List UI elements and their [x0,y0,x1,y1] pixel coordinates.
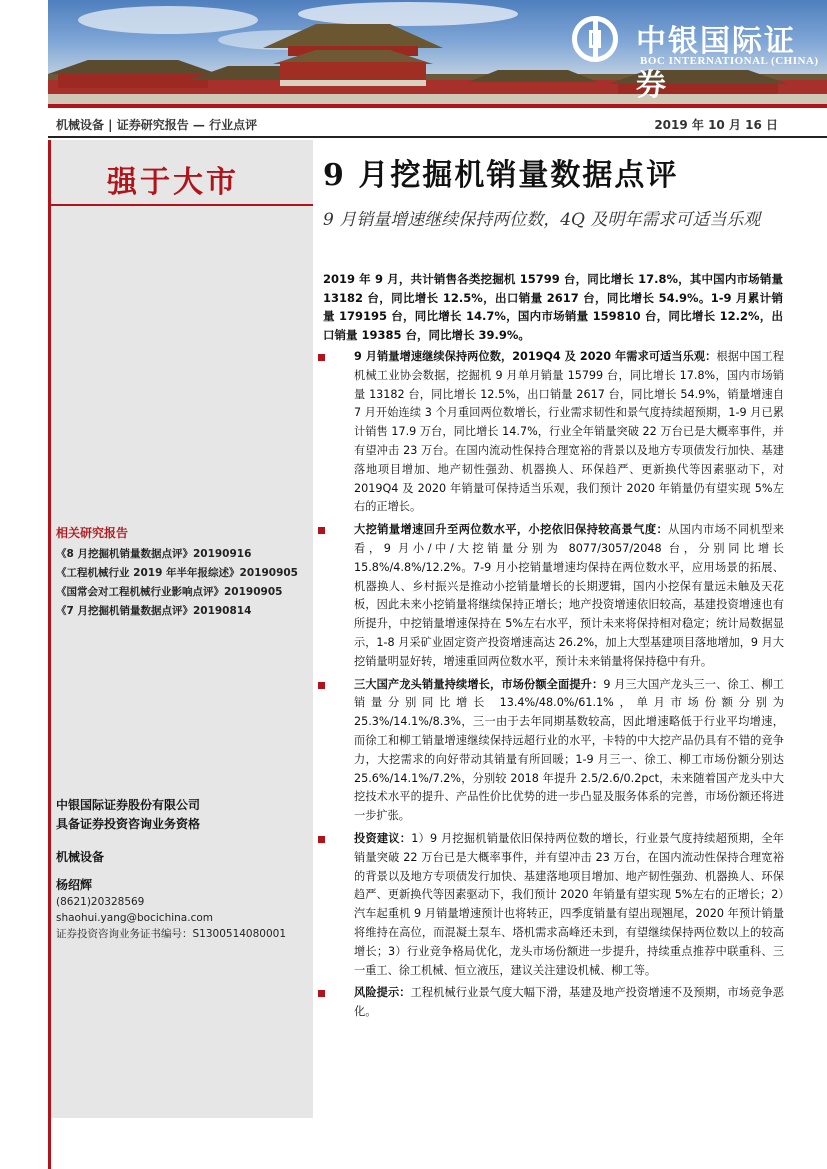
analyst-license: 证券投资咨询业务证书编号：S1300514080001 [56,928,287,940]
report-meta-row [48,112,778,136]
report-category: 机械设备 | 证券研究报告 — 行业点评 [56,118,258,132]
analyst-phone: (8621)20328569 [56,896,145,908]
left-info-panel [51,140,313,1118]
header-red-rule [48,104,827,108]
header-black-rule [48,136,827,138]
key-point [318,521,784,671]
company-info [56,796,200,834]
bullet-square-icon [318,354,325,361]
related-report-item[interactable]: 《8 月挖掘机销量数据点评》20190916 [56,548,252,560]
brand-name-en: BOC INTERNATIONAL (CHINA) [640,55,819,67]
key-point-lead: 三大国产龙头销量持续增长，市场份额全面提升： [354,677,604,691]
related-report-item[interactable]: 《7 月挖掘机销量数据点评》20190814 [56,605,252,617]
related-reports [56,524,316,621]
key-points [318,348,784,1022]
company-name: 中银国际证券股份有限公司 [56,798,201,812]
report-date: 2019 年 10 月 16 日 [654,118,778,132]
bullet-square-icon [318,836,325,843]
key-point-lead: 投资建议： [354,831,412,845]
analyst-name: 杨绍辉 [56,878,93,892]
key-point-lead: 大挖销量增速回升至两位数水平，小挖依旧保持较高景气度： [354,523,669,537]
brand-name-cn: 中银国际证券 [636,24,796,103]
header-banner [48,0,827,104]
key-point-lead: 风险提示： [354,986,411,1000]
key-point-lead: 9 月销量增速继续保持两位数，2019Q4 及 2020 年需求可适当乐观： [354,350,717,363]
company-qualification: 具备证券投资咨询业务资格 [56,817,201,831]
related-reports-title: 相关研究报告 [56,526,129,540]
key-point-text: 根据中国工程机械工业协会数据，挖掘机 9 月单月销量 15799 台，同比增长 17.8%，国内市场销量 13182 台，同比增长 12.5%，出口销量 2617 台，同比增长 54.9%，销量增速自 7 月开始连续 3 个月重回两位数增长，行业需求韧性和景气度持续超预期，1-9 月已累计销售 17.9 万台，同比增长 14.7%，行业全年销量突破 22 万台已是大概率事件，并有望冲击 23 万台。在国内流动性保持合理宽裕的背景以及地方专项债发行加快、基建落地项目增加、地产韧性强劲、机器换人、环保趋严、更新换代等因素驱动下，对 2019Q4 及 2020 年销量可保持适当乐观，我们预计 2020 年销量仍有望实现 5%左右的正增长。 [354,350,784,514]
key-point [318,830,784,980]
analyst-email[interactable]: shaohui.yang@bocichina.com [56,912,213,924]
key-point-text: 工程机械行业景气度大幅下滑，基建及地产投资增速不及预期，市场竞争恶化。 [354,986,784,1019]
report-title: 9 月挖掘机销量数据点评 [323,158,679,193]
report-summary: 2019 年 9 月，共计销售各类挖掘机 15799 台，同比增长 17.8%，其中国内市场销量 13182 台，同比增长 12.5%，出口销量 2617 台，同比增长 54.9%。1-9 月累计销量 179195 台，同比增长 14.7%，国内市场销量 159810 台，同比增长 12.2%，出口销量 19385 台，同比增长 39.9%。 [323,272,783,342]
key-point [318,984,784,1022]
rating-divider [51,204,313,206]
bullet-square-icon [318,527,325,534]
key-point [318,676,784,826]
key-point-text: 9 月三大国产龙头三一、徐工、柳工销量分别同比增长 13.4%/48.0%/61.1%，单月市场份额分别为 25.3%/14.1%/8.3%，三一由于去年同期基数较高，因此增速略低于行业平均增速，而徐工和柳工销量增速继续保持远超行业的水平，卡特的中大挖产品仍具有不错的竞争力，大挖需求的向好带动其销量有所回暖；1-9 月三一、徐工、柳工市场份额分别达 25.6%/14.1%/7.2%，分别较 2018 年提升 2.5/2.6/0.2pct，未来随着国产龙头中大挖技术水平的提升、产品性价比优势的进一步凸显及服务体系的完善，市场份额还将进一步扩张。 [354,677,784,823]
bullet-square-icon [318,682,325,689]
report-subtitle: 9 月销量增速继续保持两位数，4Q 及明年需求可适当乐观 [323,210,761,230]
related-report-item[interactable]: 《国常会对工程机械行业影响点评》20190905 [56,586,283,598]
boc-logo-icon [572,16,618,62]
key-point-text: 从国内市场不同机型来看，9 月小/中/大挖销量分别为 8077/3057/2048 台，分别同比增长 15.8%/4.8%/12.2%。7-9 月小挖销量增速均保持在两位数水平，应用场景的拓展、机器换人、乡村振兴是推动小挖销量增长的长期逻辑，国内小挖保有量远未触及天花板，因此未来小挖销量将继续保持正增长；地产投资增速依旧较高，基建投资增速也有所提升，中挖销量增速保持在 5%左右水平，预计未来将保持相对稳定；统计局数据显示，1-8 月采矿业固定资产投资增速高达 26.2%，加上大型基建项目落地增加，9 月大挖销量明显好转，增速重回两位数水平，预计未来销量将保持稳中有升。 [354,523,784,668]
bullet-square-icon [318,990,325,997]
sector-label: 机械设备 [56,850,105,864]
industry-rating: 强于大市 [107,165,239,200]
analyst-contact [56,894,286,942]
key-point-text: 1）9 月挖掘机销量依旧保持两位数的增长，行业景气度持续超预期，全年销量突破 22 万台已是大概率事件，并有望冲击 23 万台，在国内流动性保持合理宽裕的背景以及地方专项债发行加快、基建落地项目增加、地产韧性强劲、机器换人、环保趋严、更新换代等因素驱动下，我们预计 2020 年销量有望实现 5%左右的正增长；2）汽车起重机 9 月销量增速预计也将转正，四季度销量有望出现翘尾，2020 年预计销量将维持在高位，而混凝土泵车、塔机需求高峰还未到，有望继续保持两位数以上的较高增长；3）行业竞争格局优化，龙头市场份额进一步提升，持续重点推荐中联重科、三一重工、徐工机械、恒立液压，建议关注建设机械、柳工等。 [354,831,784,977]
related-report-item[interactable]: 《工程机械行业 2019 年半年报综述》20190905 [56,567,298,579]
key-point [318,348,784,517]
rating-box [51,143,271,205]
